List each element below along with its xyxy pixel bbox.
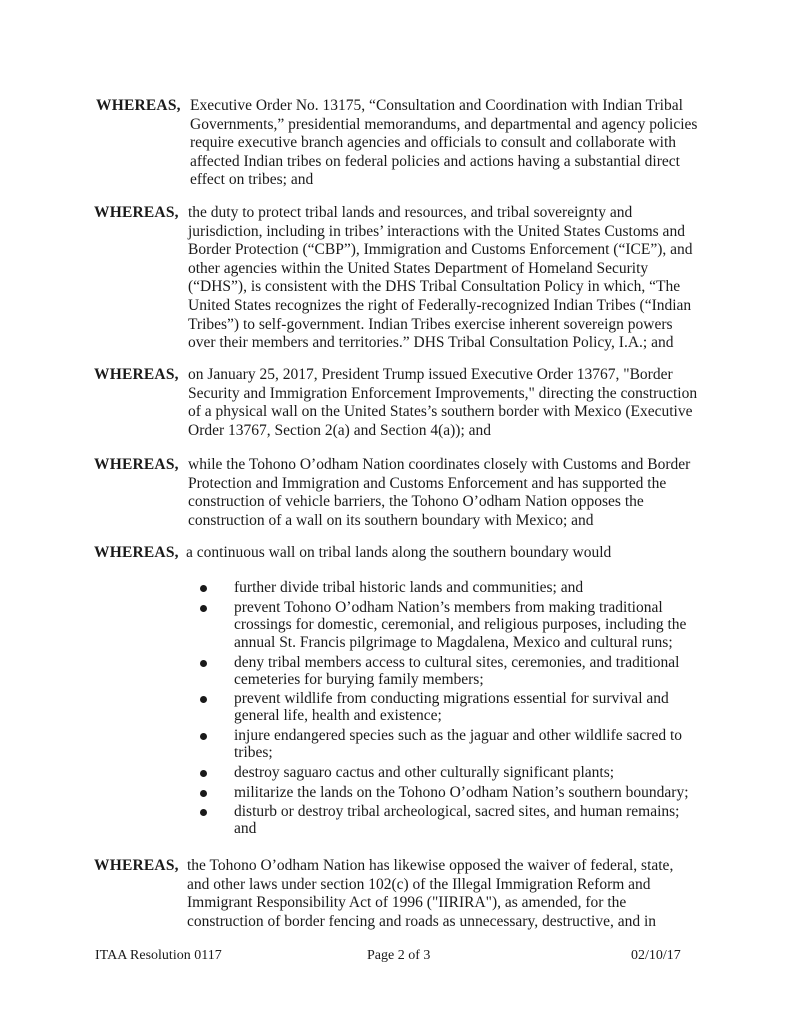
bullet-text [234,579,583,596]
clause-line: effect on tribes; and [190,171,314,189]
bullet-line: prevent Tohono O’odham Nation’s members from making traditional [234,599,663,616]
bullet-line: and [234,820,257,838]
clause-line: the Tohono O’odham Nation has likewise opposed the waiver of federal, state, [187,857,674,874]
clause-text [188,456,690,530]
clause-line: on January 25, 2017, President Trump issued Executive Order 13767, "Border [188,366,673,383]
clause-line: construction of a wall on its southern boundary with Mexico; and [188,511,594,529]
bullet-line: deny tribal members access to cultural sites, ceremonies, and traditional [234,654,680,671]
bullet-line: crossings for domestic, ceremonial, and religious purposes, including the [234,616,687,634]
bullet-icon [200,770,207,777]
clause-line: jurisdiction, including in tribes’ interactions with the United States Customs and [188,222,685,240]
bullet-line: further divide tribal historic lands and communities; and [234,579,584,596]
bullet-icon [200,809,207,816]
bullet-line: prevent wildlife from conducting migrations essential for survival and [234,690,669,707]
bullet-text [234,654,679,689]
clause-line: require executive branch agencies and officials to consult and collaborate with [190,134,677,152]
bullet-icon [200,696,207,703]
bullet-icon [200,605,207,612]
bullet-line: annual St. Francis pilgrimage to Magdalena, Mexico and cultural runs; [234,633,673,651]
bullet-icon [200,790,207,797]
clause-line: Border Protection (“CBP”), Immigration and Customs Enforcement (“ICE”), and [188,241,693,259]
clause-label: WHEREAS, [94,366,179,383]
clause-line: while the Tohono O’odham Nation coordinates closely with Customs and Border [188,456,691,473]
clause-label: WHEREAS, [94,204,179,221]
clause-line: construction of vehicle barriers, the Tohono O’odham Nation opposes the [188,493,644,511]
clause-line: Protection and Immigration and Customs Enforcement and has supported the [188,474,667,492]
footer-page-number: Page 2 of 3 [367,948,431,963]
bullet-line: cemeteries for burying family members; [234,671,484,689]
bullet-line: disturb or destroy tribal archeological, sacred sites, and human remains; [234,803,680,820]
clause-line: and other laws under section 102(c) of the Illegal Immigration Reform and [187,875,651,893]
bullet-icon [200,585,207,592]
clause-label: WHEREAS, [94,544,179,561]
clause-label: WHEREAS, [94,857,179,874]
clause-line: Executive Order No. 13175, “Consultation and Coordination with Indian Tribal [190,97,683,114]
bullet-line: militarize the lands on the Tohono O’odham Nation’s southern boundary; [234,784,689,801]
bullet-line: destroy saguaro cactus and other culturally significant plants; [234,764,615,781]
clause-label: WHEREAS, [96,97,181,114]
clause-text [188,366,697,440]
bullet-icon [200,660,207,667]
bullet-text [234,690,669,725]
bullet-text [234,764,614,781]
clause-line: the duty to protect tribal lands and resources, and tribal sovereignty and [188,204,633,221]
footer-resolution-number: ITAA Resolution 0117 [95,948,222,963]
clause-line: construction of border fencing and roads as unnecessary, destructive, and in [187,912,657,930]
clause-text [187,857,673,931]
clause-line: affected Indian tribes on federal policies and actions having a substantial direct [190,152,680,170]
bullet-line: injure endangered species such as the jaguar and other wildlife sacred to [234,727,683,744]
bullet-text [234,599,686,651]
clause-text [186,544,611,563]
bullet-text [234,784,689,801]
bullet-line: general life, health and existence; [234,707,442,725]
bullet-text [234,803,680,838]
bullet-text [234,727,682,762]
bullet-line: tribes; [234,744,273,762]
clause-text [190,97,697,190]
bullet-icon [200,733,207,740]
clause-line: Security and Immigration Enforcement Improvements," directing the construction [188,384,698,402]
clause-label: WHEREAS, [94,456,179,473]
clause-line: other agencies within the United States Department of Homeland Security [188,259,649,277]
clause-line: United States recognizes the right of Federally-recognized Indian Tribes (“Indian [188,296,692,314]
clause-line: Immigrant Responsibility Act of 1996 ("IIRIRA"), as amended, for the [187,894,627,912]
clause-line: Governments,” presidential memorandums, and departmental and agency policies [190,115,698,133]
clause-line: Order 13767, Section 2(a) and Section 4(a)); and [188,421,492,439]
clause-line: over their members and territories.” DHS Tribal Consultation Policy, I.A.; and [188,334,674,352]
clause-text [188,204,692,353]
clause-line: of a physical wall on the United States’s southern border with Mexico (Executive [188,403,693,421]
clause-line: a continuous wall on tribal lands along the southern boundary would [186,544,612,561]
clause-line: (“DHS”), is consistent with the DHS Tribal Consultation Policy in which, “The [188,278,681,296]
footer-date: 02/10/17 [631,948,681,963]
clause-line: Tribes”) to self-government. Indian Tribes exercise inherent sovereign powers [188,315,673,333]
